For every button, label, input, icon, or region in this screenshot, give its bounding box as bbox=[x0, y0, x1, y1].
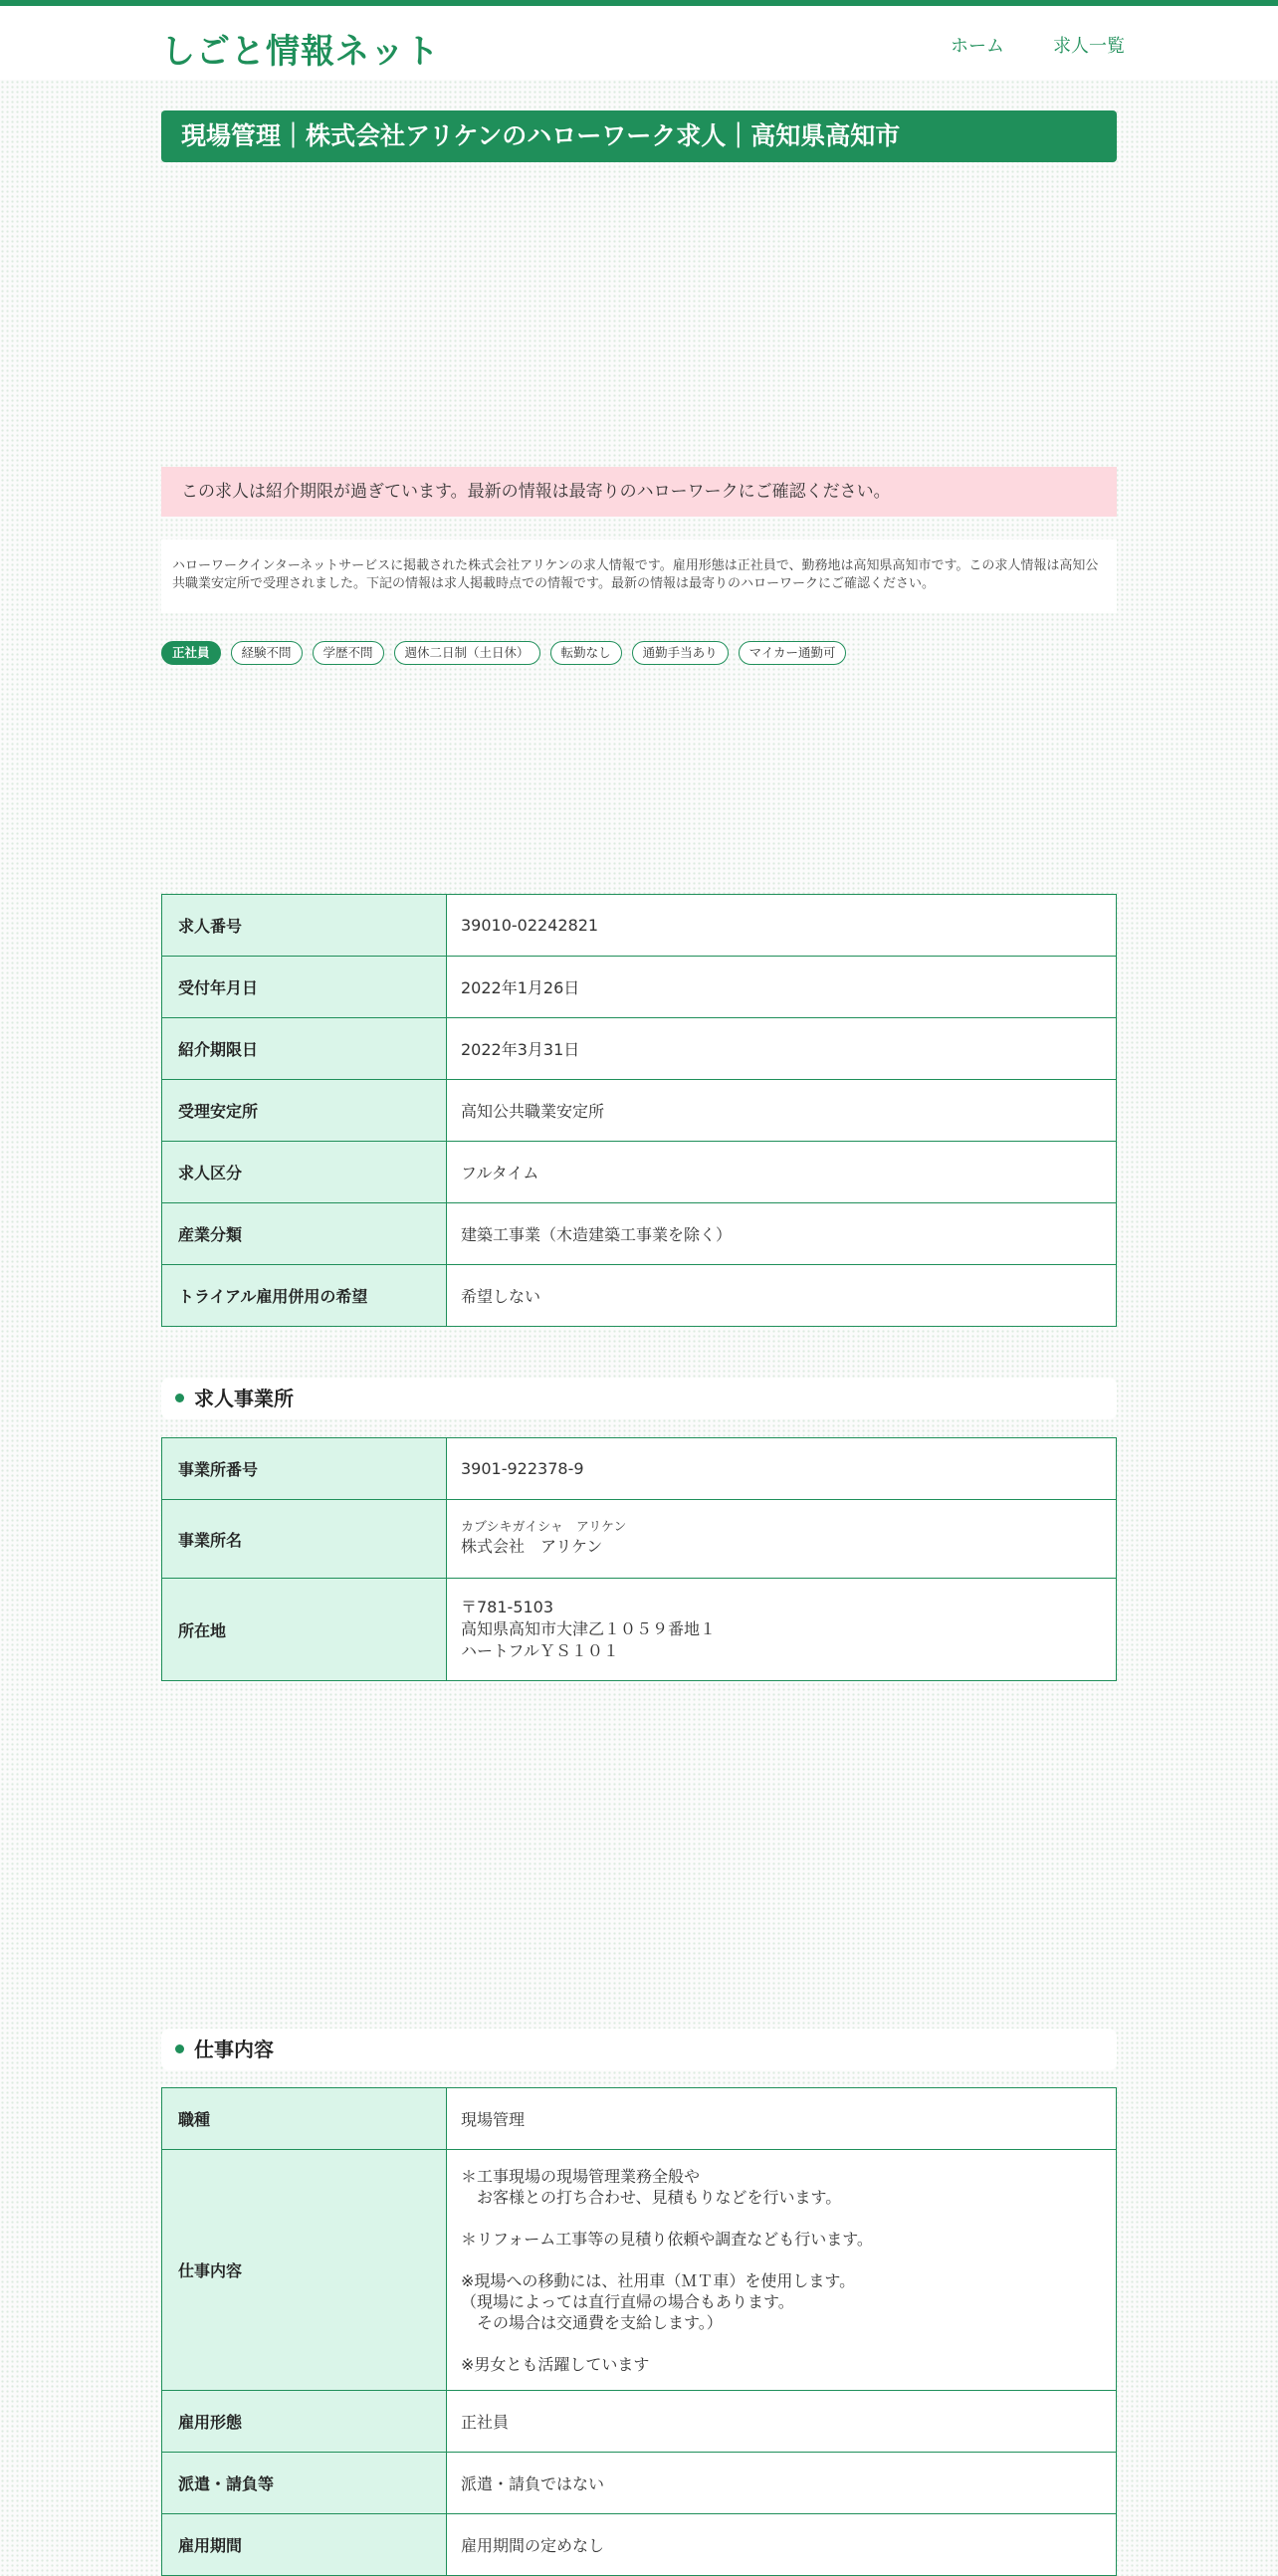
trial-employment: 希望しない bbox=[447, 1265, 1117, 1327]
row-label: 派遣・請負等 bbox=[162, 2453, 447, 2514]
address-line-2: ハートフルＹＳ１０１ bbox=[461, 1641, 619, 1660]
row-label: トライアル雇用併用の希望 bbox=[162, 1265, 447, 1327]
row-label: 求人番号 bbox=[162, 895, 447, 957]
table-row bbox=[162, 2453, 1117, 2514]
nav-link-job-list[interactable]: 求人一覧 bbox=[1053, 36, 1125, 57]
section-heading-office bbox=[161, 1378, 1117, 1419]
table-row bbox=[162, 1142, 1117, 1203]
tag-employment-type: 正社員 bbox=[161, 641, 221, 665]
office-address-cell bbox=[447, 1579, 1117, 1681]
employment-type: 正社員 bbox=[447, 2391, 1117, 2453]
table-row bbox=[162, 2088, 1117, 2150]
table-row bbox=[162, 2391, 1117, 2453]
dispatch-status: 派遣・請負ではない bbox=[447, 2453, 1117, 2514]
bullet-icon bbox=[175, 2044, 184, 2053]
office-name-kana: カブシキガイシャ アリケン bbox=[461, 1520, 627, 1535]
tag-education: 学歴不問 bbox=[313, 641, 384, 665]
row-label: 事業所番号 bbox=[162, 1438, 447, 1500]
tag-commute-allowance: 通勤手当あり bbox=[632, 641, 729, 665]
table-row bbox=[162, 895, 1117, 957]
office-info-table bbox=[161, 1437, 1117, 1681]
section-heading-text: 仕事内容 bbox=[194, 2038, 274, 2061]
received-date: 2022年1月26日 bbox=[447, 957, 1117, 1018]
table-row bbox=[162, 1579, 1117, 1681]
row-label: 所在地 bbox=[162, 1579, 447, 1681]
expiry-date: 2022年3月31日 bbox=[447, 1018, 1117, 1080]
row-label: 雇用形態 bbox=[162, 2391, 447, 2453]
row-label: 受付年月日 bbox=[162, 957, 447, 1018]
row-label: 産業分類 bbox=[162, 1203, 447, 1265]
job-type: 現場管理 bbox=[447, 2088, 1117, 2150]
row-label: 求人区分 bbox=[162, 1142, 447, 1203]
table-row bbox=[162, 957, 1117, 1018]
row-label: 事業所名 bbox=[162, 1500, 447, 1579]
feature-tags bbox=[161, 641, 846, 665]
office-name-cell bbox=[447, 1500, 1117, 1579]
employment-office: 高知公共職業安定所 bbox=[447, 1080, 1117, 1142]
job-number: 39010-02242821 bbox=[447, 895, 1117, 957]
table-row bbox=[162, 1438, 1117, 1500]
employment-period: 雇用期間の定めなし bbox=[447, 2514, 1117, 2576]
page-title: 現場管理｜株式会社アリケンのハローワーク求人｜高知県高知市 bbox=[161, 110, 1117, 162]
row-label: 紹介期限日 bbox=[162, 1018, 447, 1080]
table-row bbox=[162, 1018, 1117, 1080]
row-label: 受理安定所 bbox=[162, 1080, 447, 1142]
section-heading-text: 求人事業所 bbox=[194, 1387, 294, 1410]
intro-text: ハローワークインターネットサービスに掲載された株式会社アリケンの求人情報です。雇用形態は正社員で、勤務地は高知県高知市です。この求人情報は高知公共職業安定所で受理されました。下記の情報は求人掲載時点での情報です。最新の情報は最寄りのハローワークにご確認ください。 bbox=[161, 539, 1117, 613]
office-number: 3901-922378-9 bbox=[447, 1438, 1117, 1500]
row-label: 職種 bbox=[162, 2088, 447, 2150]
job-description: ＊工事現場の現場管理業務全般や お客様との打ち合わせ、見積もりなどを行います。 ＊リフォーム工事等の見積り依頼や調査なども行います。 ※現場への移動には、社用車（ＭＴ車）を使用します。 （現場によっては直行直帰の場合もあります。 その場合は交通費を支給します。） ※男女とも活躍しています bbox=[447, 2150, 1117, 2391]
row-label: 仕事内容 bbox=[162, 2150, 447, 2391]
row-label: 雇用期間 bbox=[162, 2514, 447, 2576]
tag-experience: 経験不問 bbox=[231, 641, 303, 665]
industry: 建築工事業（木造建築工事業を除く） bbox=[447, 1203, 1117, 1265]
table-row bbox=[162, 2150, 1117, 2391]
site-header bbox=[0, 6, 1278, 80]
section-heading-work bbox=[161, 2029, 1117, 2070]
tag-holidays: 週休二日制（土日休） bbox=[394, 641, 540, 665]
office-name: 株式会社 アリケン bbox=[461, 1537, 603, 1556]
nav-link-home[interactable]: ホーム bbox=[951, 36, 1004, 57]
table-row bbox=[162, 1500, 1117, 1579]
address-line-1: 高知県高知市大津乙１０５９番地１ bbox=[461, 1619, 717, 1638]
table-row bbox=[162, 1203, 1117, 1265]
site-logo[interactable]: しごと情報ネット bbox=[161, 32, 440, 72]
table-row bbox=[162, 2514, 1117, 2576]
table-row bbox=[162, 1265, 1117, 1327]
work-info-table bbox=[161, 2087, 1117, 2576]
job-category: フルタイム bbox=[447, 1142, 1117, 1203]
bullet-icon bbox=[175, 1394, 184, 1402]
expired-notice: この求人は紹介期限が過ぎています。最新の情報は最寄りのハローワークにご確認ください。 bbox=[161, 467, 1117, 517]
tag-no-transfer: 転勤なし bbox=[550, 641, 622, 665]
tag-car-commute: マイカー通勤可 bbox=[739, 641, 847, 665]
postal-code: 〒781-5103 bbox=[461, 1598, 554, 1616]
basic-info-table bbox=[161, 894, 1117, 1327]
table-row bbox=[162, 1080, 1117, 1142]
